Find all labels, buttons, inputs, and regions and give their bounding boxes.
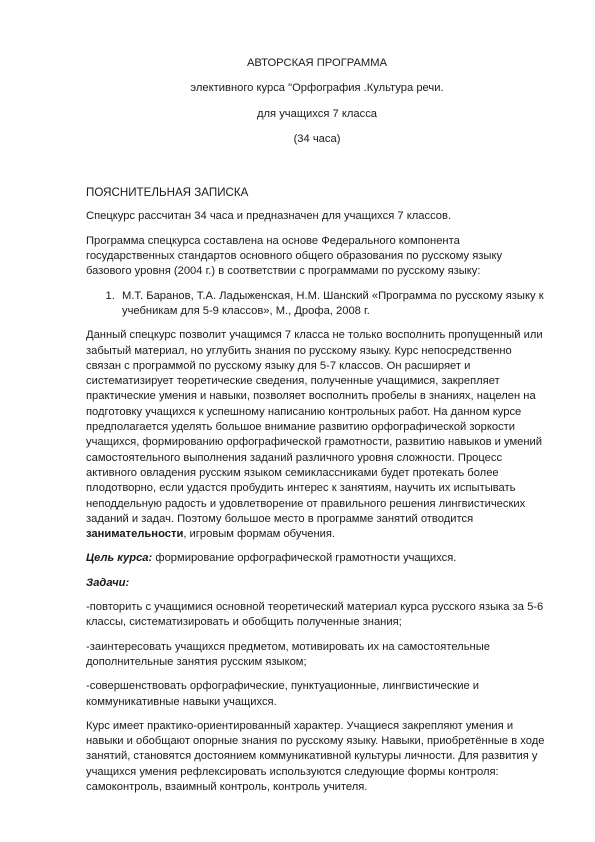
section-heading: ПОЯСНИТЕЛЬНАЯ ЗАПИСКА: [86, 186, 249, 200]
title-block: [86, 56, 548, 147]
document-page: [86, 56, 548, 804]
paragraph-description: [86, 328, 548, 542]
program-title: АВТОРСКАЯ ПРОГРАММА: [246, 57, 388, 69]
description-tail: , игровым формам обучения.: [183, 528, 336, 541]
reference-list: [86, 289, 548, 320]
description-bold-word: занимательности: [86, 528, 184, 541]
task-item-2: -заинтересовать учащихся предметом, мотивировать их на самостоятельные дополнительные занятия русским языком;: [86, 640, 490, 668]
paragraph-practice: Курс имеет практико-ориентированный характер. Учащиеся закрепляют умения и навыки и обобщают опорные знания по русскому языку. Навыки, приобретённые в ходе занятий, становятся достоянием коммуникативной культуры личности. Для развития у учащихся умения рефлексировать используются следующие формы контроля: самоконтроль, взаимный контроль, контроль учителя.: [86, 719, 545, 793]
tasks-label-text: Задачи:: [86, 576, 130, 589]
hours-line: (34 часа): [293, 132, 341, 145]
tasks-label: [86, 576, 548, 591]
course-line: элективного курса "Орфография .Культура речи.: [190, 82, 444, 95]
description-text: Данный спецкурс позволит учащимся 7 класса не только восполнить пропущенный или забытый материал, но углубить знания по русскому языку. Курс непосредственно связан с программой по русскому языку для 5-7 классов. Он расширяет и систематизирует теоретические сведения, полученные учащимися, закрепляет практические умения и навыки, позволяет восполнить пробелы в знаниях, нацелен на подготовку учащихся к успешному написанию контрольных работ. На данном курсе предполагается уделять большое внимание развитию орфографической зоркости учащихся, формированию орфографической грамотности, развитию навыков и умений самостоятельного выполнения заданий различного уровня сложности. Процесс активного овладения русским языком семиклассниками будет протекать более плодотворно, если удастся пробудить интерес к занятиям, научить их испытывать неподдельную радость и удовлетворение от правильного решения лингвистических заданий и задач. Поэтому большое место в программе занятий отводится: [86, 329, 543, 525]
reference-item: 1. М.Т. Баранов, Т.А. Ладыженская, Н.М. Шанский «Программа по русскому языку к учебникам для 5-9 классов», М., Дрофа, 2008 г.: [118, 289, 548, 320]
audience-line: для учащихся 7 класса: [256, 107, 378, 120]
task-item-1: -повторить с учащимися основной теоретический материал курса русского языка за 5-6 классы, систематизировать и обобщить полученные знания;: [86, 601, 544, 629]
paragraph-goal: [86, 551, 548, 566]
paragraph-hours: Спецкурс рассчитан 34 часа и предназначен для учащихся 7 классов.: [86, 210, 452, 223]
goal-text: формирование орфографической грамотности учащихся.: [152, 552, 457, 565]
goal-label: Цель курса:: [86, 552, 153, 565]
task-item-3: -совершенствовать орфографические, пунктуационные, лингвистические и коммуникативные навыки учащихся.: [86, 680, 480, 708]
paragraph-basis: Программа спецкурса составлена на основе Федерального компонента государственных стандартов основного общего образования по русскому языку базового уровня (2004 г.) в соответствии с программами по русскому языку:: [86, 234, 503, 278]
